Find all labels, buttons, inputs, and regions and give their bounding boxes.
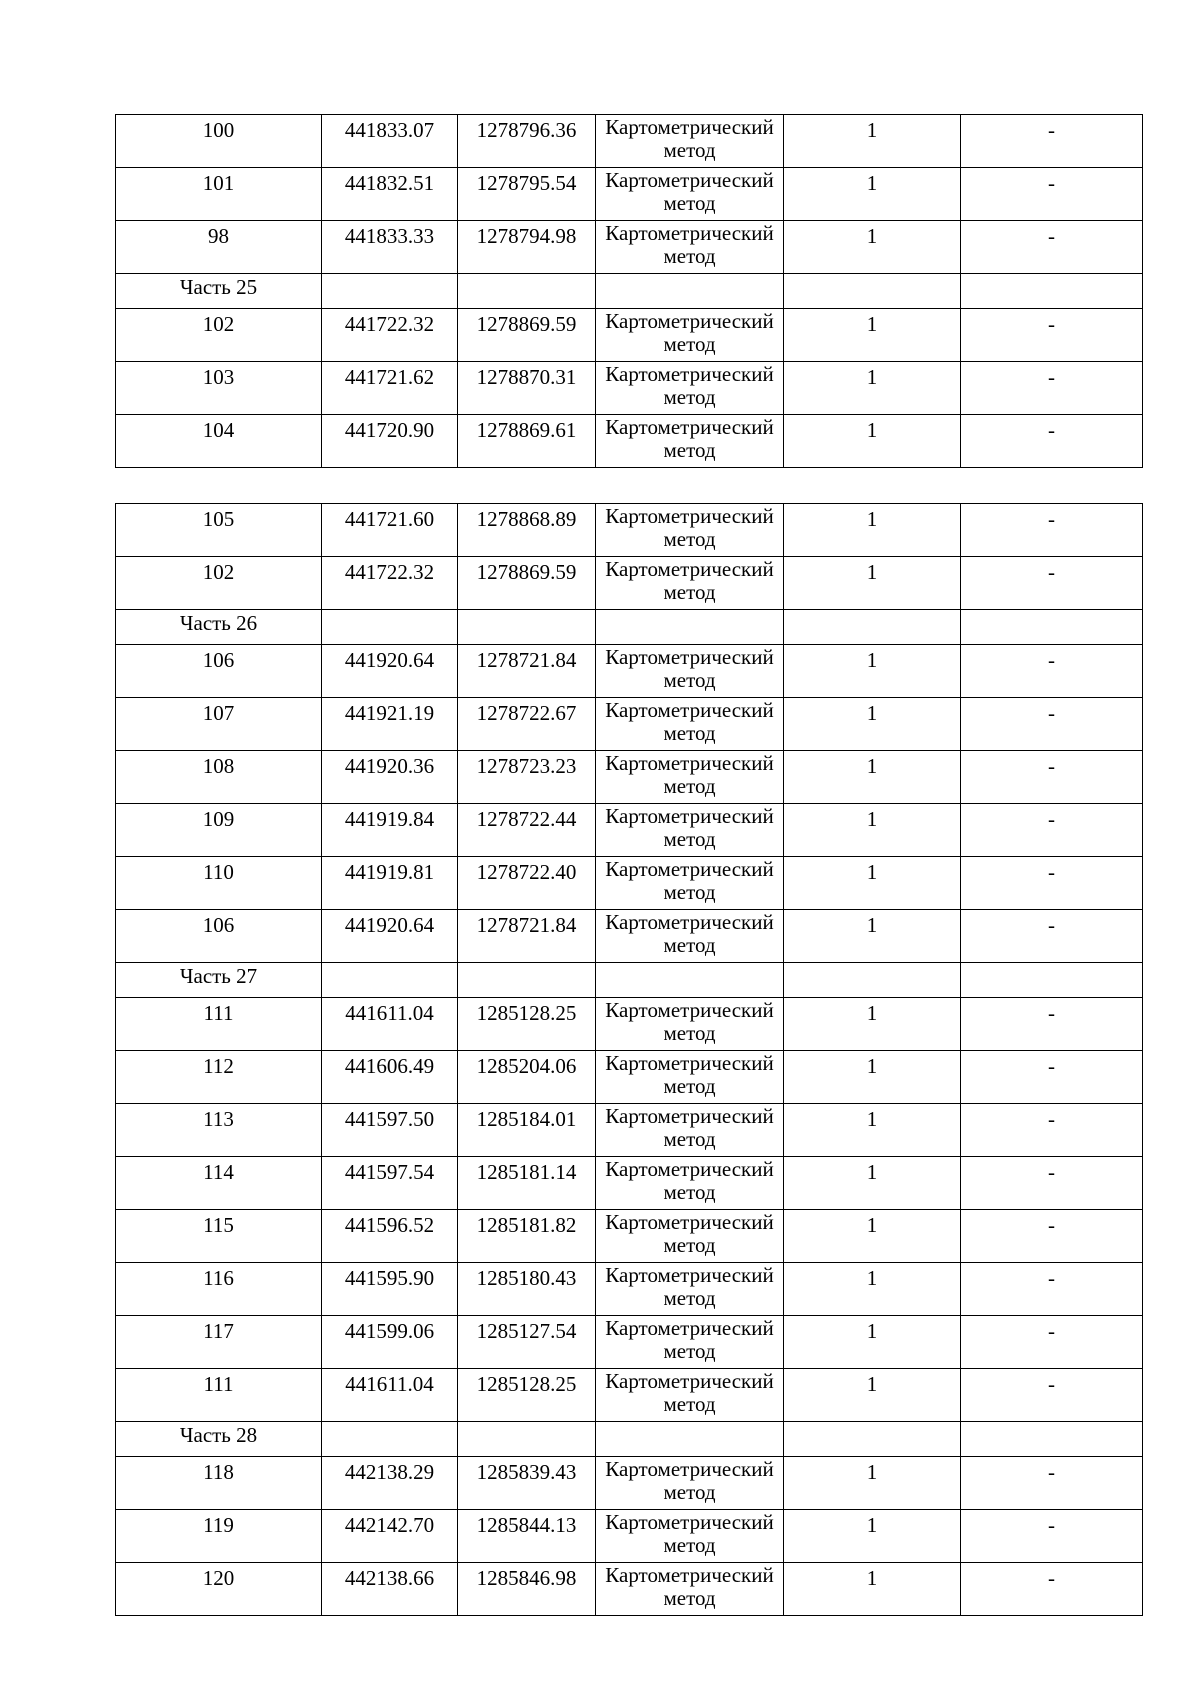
x-coordinate-cell: 441611.04: [322, 998, 458, 1051]
x-coordinate-cell: 441721.60: [322, 504, 458, 557]
x-coordinate-cell: 441920.64: [322, 645, 458, 698]
accuracy-cell: 1: [784, 645, 961, 698]
empty-cell: [322, 1422, 458, 1457]
point-number-cell: 113: [116, 1104, 322, 1157]
accuracy-cell: 1: [784, 309, 961, 362]
note-cell: -: [961, 362, 1143, 415]
empty-cell: [961, 274, 1143, 309]
point-number-cell: 118: [116, 1457, 322, 1510]
y-coordinate-cell: 1278795.54: [458, 168, 596, 221]
empty-cell: [458, 1422, 596, 1457]
y-coordinate-cell: 1285128.25: [458, 998, 596, 1051]
table-row: [116, 804, 1143, 857]
table-row: [116, 1316, 1143, 1369]
accuracy-cell: 1: [784, 804, 961, 857]
accuracy-cell: 1: [784, 751, 961, 804]
note-cell: -: [961, 751, 1143, 804]
method-cell: Картометрический метод: [596, 1157, 784, 1210]
method-cell: Картометрический метод: [596, 1210, 784, 1263]
table-row: [116, 221, 1143, 274]
method-cell: Картометрический метод: [596, 1563, 784, 1616]
point-number-cell: 101: [116, 168, 322, 221]
empty-cell: [961, 963, 1143, 998]
method-cell: Картометрический метод: [596, 751, 784, 804]
x-coordinate-cell: 441596.52: [322, 1210, 458, 1263]
table-row: [116, 557, 1143, 610]
empty-cell: [961, 1422, 1143, 1457]
y-coordinate-cell: 1278721.84: [458, 645, 596, 698]
point-number-cell: 108: [116, 751, 322, 804]
y-coordinate-cell: 1278870.31: [458, 362, 596, 415]
empty-cell: [322, 274, 458, 309]
note-cell: -: [961, 504, 1143, 557]
method-cell: Картометрический метод: [596, 1263, 784, 1316]
accuracy-cell: 1: [784, 557, 961, 610]
point-number-cell: 119: [116, 1510, 322, 1563]
part-label: Часть 25: [116, 274, 322, 309]
y-coordinate-cell: 1278794.98: [458, 221, 596, 274]
empty-cell: [458, 274, 596, 309]
x-coordinate-cell: 441720.90: [322, 415, 458, 468]
y-coordinate-cell: 1285181.14: [458, 1157, 596, 1210]
x-coordinate-cell: 441919.81: [322, 857, 458, 910]
method-cell: Картометрический метод: [596, 504, 784, 557]
x-coordinate-cell: 441921.19: [322, 698, 458, 751]
point-number-cell: 110: [116, 857, 322, 910]
note-cell: -: [961, 309, 1143, 362]
coordinates-table-1: [115, 114, 1143, 468]
point-number-cell: 100: [116, 115, 322, 168]
accuracy-cell: 1: [784, 1316, 961, 1369]
accuracy-cell: 1: [784, 1157, 961, 1210]
method-cell: Картометрический метод: [596, 857, 784, 910]
method-cell: Картометрический метод: [596, 910, 784, 963]
part-header-row: [116, 1422, 1143, 1457]
method-cell: Картометрический метод: [596, 1369, 784, 1422]
y-coordinate-cell: 1285839.43: [458, 1457, 596, 1510]
point-number-cell: 111: [116, 1369, 322, 1422]
method-cell: Картометрический метод: [596, 1104, 784, 1157]
x-coordinate-cell: 442138.66: [322, 1563, 458, 1616]
part-header-row: [116, 610, 1143, 645]
accuracy-cell: 1: [784, 415, 961, 468]
method-cell: Картометрический метод: [596, 557, 784, 610]
accuracy-cell: 1: [784, 1563, 961, 1616]
x-coordinate-cell: 441833.07: [322, 115, 458, 168]
coordinates-table-body: [116, 115, 1143, 468]
x-coordinate-cell: 441832.51: [322, 168, 458, 221]
point-number-cell: 111: [116, 998, 322, 1051]
point-number-cell: 114: [116, 1157, 322, 1210]
table-row: [116, 1563, 1143, 1616]
note-cell: -: [961, 804, 1143, 857]
empty-cell: [596, 610, 784, 645]
empty-cell: [784, 963, 961, 998]
method-cell: Картометрический метод: [596, 1316, 784, 1369]
table-row: [116, 1510, 1143, 1563]
y-coordinate-cell: 1278868.89: [458, 504, 596, 557]
table-row: [116, 1104, 1143, 1157]
note-cell: -: [961, 857, 1143, 910]
note-cell: -: [961, 1104, 1143, 1157]
x-coordinate-cell: 441597.50: [322, 1104, 458, 1157]
table-row: [116, 645, 1143, 698]
y-coordinate-cell: 1278722.44: [458, 804, 596, 857]
note-cell: -: [961, 1563, 1143, 1616]
note-cell: -: [961, 1316, 1143, 1369]
accuracy-cell: 1: [784, 221, 961, 274]
x-coordinate-cell: 441920.64: [322, 910, 458, 963]
x-coordinate-cell: 441721.62: [322, 362, 458, 415]
accuracy-cell: 1: [784, 1510, 961, 1563]
empty-cell: [596, 963, 784, 998]
method-cell: Картометрический метод: [596, 415, 784, 468]
y-coordinate-cell: 1278722.67: [458, 698, 596, 751]
table-row: [116, 1369, 1143, 1422]
note-cell: -: [961, 1051, 1143, 1104]
y-coordinate-cell: 1285181.82: [458, 1210, 596, 1263]
accuracy-cell: 1: [784, 857, 961, 910]
method-cell: Картометрический метод: [596, 1510, 784, 1563]
table-row: [116, 751, 1143, 804]
note-cell: -: [961, 698, 1143, 751]
accuracy-cell: 1: [784, 698, 961, 751]
y-coordinate-cell: 1278721.84: [458, 910, 596, 963]
y-coordinate-cell: 1285180.43: [458, 1263, 596, 1316]
x-coordinate-cell: 442138.29: [322, 1457, 458, 1510]
empty-cell: [784, 610, 961, 645]
note-cell: -: [961, 1157, 1143, 1210]
point-number-cell: 120: [116, 1563, 322, 1616]
x-coordinate-cell: 441597.54: [322, 1157, 458, 1210]
empty-cell: [458, 610, 596, 645]
y-coordinate-cell: 1285184.01: [458, 1104, 596, 1157]
note-cell: -: [961, 415, 1143, 468]
method-cell: Картометрический метод: [596, 645, 784, 698]
empty-cell: [596, 274, 784, 309]
table-row: [116, 1210, 1143, 1263]
note-cell: -: [961, 1210, 1143, 1263]
table-row: [116, 504, 1143, 557]
table-row: [116, 309, 1143, 362]
note-cell: -: [961, 1457, 1143, 1510]
y-coordinate-cell: 1285844.13: [458, 1510, 596, 1563]
note-cell: -: [961, 1263, 1143, 1316]
accuracy-cell: 1: [784, 115, 961, 168]
empty-cell: [784, 1422, 961, 1457]
method-cell: Картометрический метод: [596, 168, 784, 221]
point-number-cell: 106: [116, 645, 322, 698]
method-cell: Картометрический метод: [596, 362, 784, 415]
method-cell: Картометрический метод: [596, 804, 784, 857]
x-coordinate-cell: 441833.33: [322, 221, 458, 274]
point-number-cell: 112: [116, 1051, 322, 1104]
point-number-cell: 102: [116, 557, 322, 610]
table-row: [116, 910, 1143, 963]
note-cell: -: [961, 1510, 1143, 1563]
y-coordinate-cell: 1285127.54: [458, 1316, 596, 1369]
table-row: [116, 1051, 1143, 1104]
table-row: [116, 998, 1143, 1051]
y-coordinate-cell: 1285128.25: [458, 1369, 596, 1422]
y-coordinate-cell: 1285204.06: [458, 1051, 596, 1104]
y-coordinate-cell: 1278869.59: [458, 557, 596, 610]
method-cell: Картометрический метод: [596, 1051, 784, 1104]
empty-cell: [322, 610, 458, 645]
note-cell: -: [961, 221, 1143, 274]
point-number-cell: 116: [116, 1263, 322, 1316]
empty-cell: [596, 1422, 784, 1457]
y-coordinate-cell: 1278796.36: [458, 115, 596, 168]
accuracy-cell: 1: [784, 1263, 961, 1316]
point-number-cell: 106: [116, 910, 322, 963]
empty-cell: [784, 274, 961, 309]
accuracy-cell: 1: [784, 1457, 961, 1510]
x-coordinate-cell: 441920.36: [322, 751, 458, 804]
y-coordinate-cell: 1278869.61: [458, 415, 596, 468]
empty-cell: [322, 963, 458, 998]
accuracy-cell: 1: [784, 910, 961, 963]
point-number-cell: 104: [116, 415, 322, 468]
table-row: [116, 168, 1143, 221]
method-cell: Картометрический метод: [596, 1457, 784, 1510]
method-cell: Картометрический метод: [596, 698, 784, 751]
point-number-cell: 115: [116, 1210, 322, 1263]
table-row: [116, 698, 1143, 751]
method-cell: Картометрический метод: [596, 998, 784, 1051]
method-cell: Картометрический метод: [596, 309, 784, 362]
y-coordinate-cell: 1278869.59: [458, 309, 596, 362]
accuracy-cell: 1: [784, 998, 961, 1051]
empty-cell: [458, 963, 596, 998]
table-row: [116, 115, 1143, 168]
point-number-cell: 109: [116, 804, 322, 857]
note-cell: -: [961, 168, 1143, 221]
x-coordinate-cell: 442142.70: [322, 1510, 458, 1563]
table-row: [116, 1457, 1143, 1510]
point-number-cell: 117: [116, 1316, 322, 1369]
method-cell: Картометрический метод: [596, 221, 784, 274]
point-number-cell: 107: [116, 698, 322, 751]
note-cell: -: [961, 998, 1143, 1051]
part-label: Часть 28: [116, 1422, 322, 1457]
accuracy-cell: 1: [784, 504, 961, 557]
accuracy-cell: 1: [784, 362, 961, 415]
coordinates-table-body: [116, 504, 1143, 1616]
table-row: [116, 362, 1143, 415]
note-cell: -: [961, 1369, 1143, 1422]
accuracy-cell: 1: [784, 1051, 961, 1104]
point-number-cell: 103: [116, 362, 322, 415]
x-coordinate-cell: 441722.32: [322, 557, 458, 610]
note-cell: -: [961, 557, 1143, 610]
note-cell: -: [961, 910, 1143, 963]
accuracy-cell: 1: [784, 1210, 961, 1263]
point-number-cell: 98: [116, 221, 322, 274]
part-header-row: [116, 274, 1143, 309]
accuracy-cell: 1: [784, 168, 961, 221]
x-coordinate-cell: 441606.49: [322, 1051, 458, 1104]
empty-cell: [961, 610, 1143, 645]
x-coordinate-cell: 441611.04: [322, 1369, 458, 1422]
table-row: [116, 857, 1143, 910]
coordinates-table-2: [115, 503, 1143, 1616]
method-cell: Картометрический метод: [596, 115, 784, 168]
accuracy-cell: 1: [784, 1104, 961, 1157]
part-label: Часть 27: [116, 963, 322, 998]
point-number-cell: 102: [116, 309, 322, 362]
x-coordinate-cell: 441599.06: [322, 1316, 458, 1369]
y-coordinate-cell: 1285846.98: [458, 1563, 596, 1616]
point-number-cell: 105: [116, 504, 322, 557]
table-row: [116, 1157, 1143, 1210]
table-row: [116, 1263, 1143, 1316]
x-coordinate-cell: 441919.84: [322, 804, 458, 857]
part-header-row: [116, 963, 1143, 998]
x-coordinate-cell: 441722.32: [322, 309, 458, 362]
y-coordinate-cell: 1278722.40: [458, 857, 596, 910]
note-cell: -: [961, 115, 1143, 168]
accuracy-cell: 1: [784, 1369, 961, 1422]
part-label: Часть 26: [116, 610, 322, 645]
table-row: [116, 415, 1143, 468]
x-coordinate-cell: 441595.90: [322, 1263, 458, 1316]
y-coordinate-cell: 1278723.23: [458, 751, 596, 804]
note-cell: -: [961, 645, 1143, 698]
